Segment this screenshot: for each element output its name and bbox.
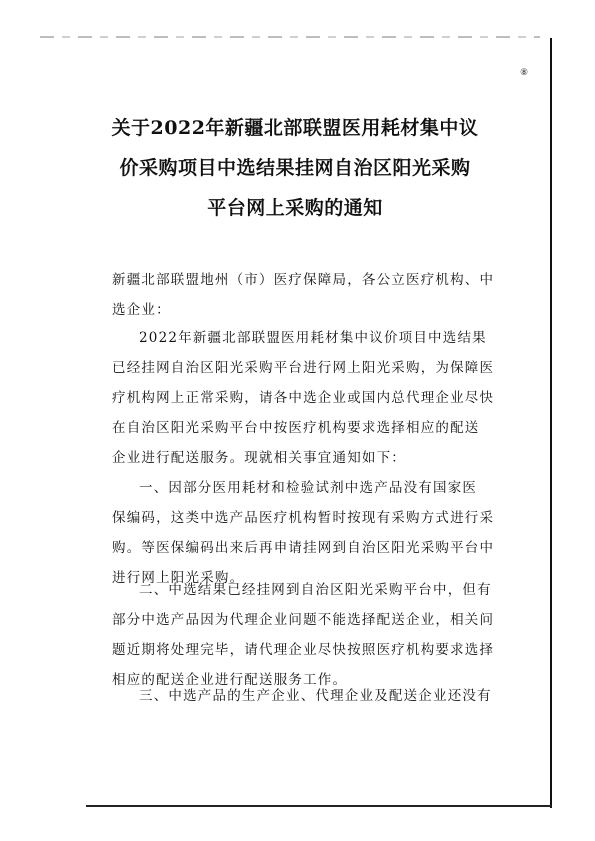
salutation bbox=[112, 265, 495, 325]
scan-bottom-edge bbox=[86, 805, 552, 807]
paragraph-line: 一、因部分医用耗材和检验试剂中选产品没有国家医 bbox=[139, 480, 478, 496]
paragraph-line: 部分中选产品因为代理企业问题不能选择配送企业，相关问 bbox=[112, 612, 495, 628]
page-mark: ⑧ bbox=[520, 68, 529, 78]
paragraph-line: 疗机构网上正常采购，请各中选企业或国内总代理企业尽快 bbox=[112, 390, 495, 406]
paragraph-line: 保编码，这类中选产品医疗机构暂时按现有采购方式进行采 bbox=[112, 510, 495, 526]
paragraph-line: 企业进行配送服务。现就相关事宜通知如下： bbox=[112, 450, 406, 466]
paragraph-line: 相应的配送企业进行配送服务工作。 bbox=[112, 672, 348, 688]
title-line-1: 关于2022年新疆北部联盟医用耗材集中议 bbox=[111, 117, 479, 139]
salutation-line-1: 新疆北部联盟地州（市）医疗保障局，各公立医疗机构、中 bbox=[112, 272, 495, 288]
paragraph-item-2 bbox=[112, 575, 495, 695]
paragraph-line: 三、中选产品的生产企业、代理企业及配送企业还没有 bbox=[139, 688, 492, 704]
scan-top-edge bbox=[40, 36, 540, 38]
paragraph-line: 二、中选结果已经挂网到自治区阳光采购平台中，但有 bbox=[139, 582, 492, 598]
document-title bbox=[100, 108, 490, 228]
paragraph-item-3 bbox=[112, 681, 492, 711]
paragraph-line: 购。等医保编码出来后再申请挂网到自治区阳光采购平台中 bbox=[112, 540, 495, 556]
paragraph-line: 在自治区阳光采购平台中按医疗机构要求选择相应的配送 bbox=[112, 420, 480, 436]
paragraph-line: 题近期将处理完毕，请代理企业尽快按照医疗机构要求选择 bbox=[112, 642, 495, 658]
scan-right-edge bbox=[550, 38, 552, 808]
title-line-3: 平台网上采购的通知 bbox=[207, 197, 383, 219]
paragraph-intro bbox=[112, 323, 495, 473]
paragraph-line: 2022年新疆北部联盟医用耗材集中议价项目中选结果 bbox=[139, 330, 487, 346]
title-line-2: 价采购项目中选结果挂网自治区阳光采购 bbox=[119, 157, 471, 179]
salutation-line-2: 选企业： bbox=[112, 302, 171, 318]
paragraph-line: 已经挂网自治区阳光采购平台进行网上阳光采购，为保障医 bbox=[112, 360, 495, 376]
paragraph-line: 进行网上阳光采购。 bbox=[112, 570, 245, 586]
